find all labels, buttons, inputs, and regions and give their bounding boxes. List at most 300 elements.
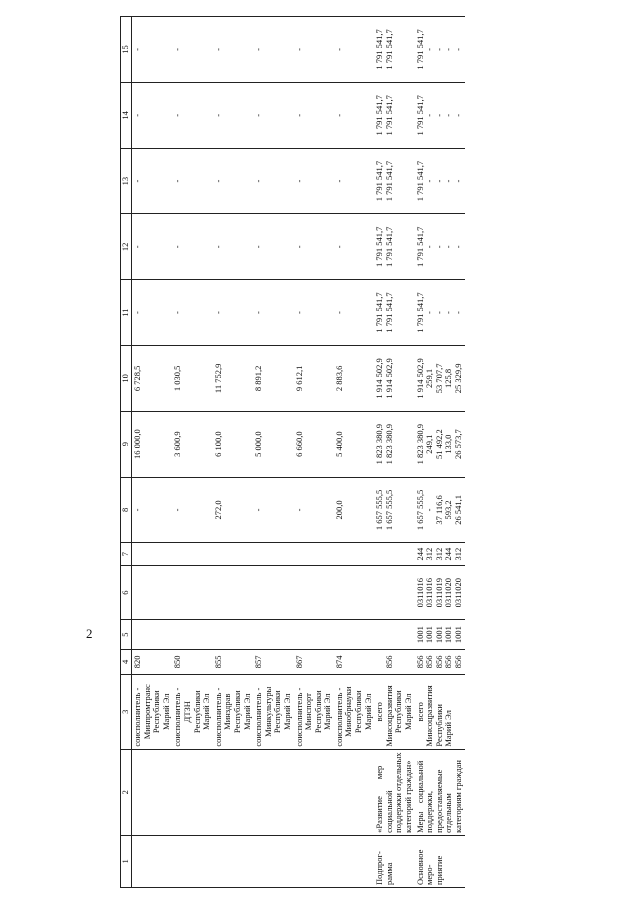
text-line: 9 612,1 [293,365,304,392]
cell-empty [294,835,334,887]
text-line: поддержки, [424,790,435,833]
coexecutor-row [132,17,173,888]
col-header: 6 [121,565,132,619]
cell-empty [334,749,374,835]
text-line: 244 [443,547,454,561]
coexecutor-org-line: Республики [353,690,364,734]
text-line: приятие [433,855,444,885]
col-header: 3 [121,674,132,749]
text-line: - [333,245,344,249]
cell-c9 [374,411,414,477]
cell-c15 [213,17,253,83]
cell-c7 [415,543,465,566]
text-line: 1 914 502,9 [414,358,425,399]
subprogram-name [374,749,414,835]
text-line: предоставляемые [433,769,444,833]
main-event-row [415,17,465,888]
cell-c9 [172,411,212,477]
text-line: - [443,113,454,117]
cell-empty [294,620,334,649]
text-line: - [293,179,304,183]
text-line: - [172,48,183,51]
budget-table [120,16,465,888]
cell-c14 [172,82,212,148]
text-line: - [443,245,454,249]
col-header: 1 [121,835,132,887]
text-line: 856 [453,655,463,669]
text-line: 867 [293,655,304,669]
text-line: 820 [132,655,142,669]
text-line: 312 [424,547,435,561]
cell-empty [374,543,414,566]
cell-c13 [294,148,334,214]
col-header: 15 [121,17,132,83]
coexecutor-row [294,17,334,888]
cell-c11 [213,280,253,346]
coexecutor-cell [132,674,173,749]
text-line: - [424,48,435,51]
text-line: - [253,179,264,183]
text-line: - [433,113,444,117]
text-line: - [132,113,142,117]
cell-empty [213,543,253,566]
text-line: 1 657 555,5 [374,489,385,531]
cell-c15 [374,17,414,83]
text-line: - [253,508,264,512]
cell-empty [253,749,293,835]
coexecutor-org-line: Минздрав [222,693,233,730]
cell-empty [253,543,293,566]
text-line: 850 [172,655,183,669]
cell-empty [294,565,334,619]
text-line: 272,0 [212,500,223,520]
cell-c13 [415,148,465,214]
cell-c10 [374,345,414,411]
coexecutor-org-line: Минспорт [303,693,314,731]
cell-c14 [253,82,293,148]
text-line: 26 541,1 [453,495,463,525]
cell-c4 [294,649,334,674]
cell-c12 [374,214,414,280]
text-line: - [172,508,183,512]
text-line: 133,0 [443,434,454,454]
cell-c8 [132,477,173,543]
cell-c8 [374,477,414,543]
coexecutor-org-line: Минпромтранс [141,684,152,740]
cell-c15 [172,17,212,83]
text-line: 593,2 [443,500,454,520]
cell-empty [172,749,212,835]
cell-c15 [132,17,173,83]
text-line: - [132,508,142,512]
cell-empty [132,835,173,887]
cell-c14 [294,82,334,148]
text-line: поддержки отдельных [393,752,404,833]
text-line: - [253,311,264,315]
text-line: 856 [424,655,435,669]
cell-c13 [334,148,374,214]
cell-empty [253,565,293,619]
text-line: 249,1 [424,434,435,454]
text-line: - [453,245,463,249]
col-header: 12 [121,214,132,280]
cell-c6 [415,565,465,619]
text-line: социальной [383,790,394,833]
text-line: 1 823 380,9 [374,423,385,465]
cell-c13 [213,148,253,214]
text-line: 856 [383,655,394,669]
coexecutor-org-line: Минкультуры [262,686,273,737]
cell-c12 [132,214,173,280]
text-line: - [253,113,264,117]
text-line: Основное [414,849,425,885]
subprogram-executor [374,674,414,749]
coexecutor-cell [172,674,212,749]
coexecutor-role: соисполнитель - [172,687,183,747]
text-line: всего [414,702,425,722]
text-line: - [212,113,223,117]
text-line: - [172,245,183,249]
col-header: 2 [121,749,132,835]
coexecutor-role: соисполнитель - [132,687,142,747]
text-line: 1001 [443,626,454,644]
text-line: - [333,113,344,117]
coexecutor-role: соисполнитель - [293,687,304,747]
cell-c11 [294,280,334,346]
main-event-name [415,749,465,835]
cell-c10 [294,345,334,411]
coexecutor-org-line: Республики [312,690,323,734]
cell-empty [172,565,212,619]
text-line: - [453,311,463,315]
main-event-executor [415,674,465,749]
cell-c8 [253,477,293,543]
text-line: 856 [433,655,444,669]
text-line: 1 657 555,5 [383,489,394,531]
text-line: 244 [414,547,425,561]
text-line: 1 657 555,5 [414,489,425,531]
text-line: 200,0 [333,500,344,520]
cell-c9 [294,411,334,477]
text-line: - [443,179,454,183]
cell-empty [213,565,253,619]
cell-c13 [132,148,173,214]
text-line: 857 [253,655,264,669]
cell-c15 [415,17,465,83]
cell-c8 [415,477,465,543]
cell-c9 [132,411,173,477]
cell-c15 [253,17,293,83]
text-line: - [212,311,223,315]
page-number: 2 [86,626,93,641]
text-line: Минсоцразвития [424,685,435,747]
text-line: 1 791 541,7 [414,95,425,136]
text-line: рамма [383,862,394,885]
text-line: 1 791 541,7 [374,29,385,70]
cell-c4 [374,649,414,674]
text-line: 0311019 [433,577,444,608]
text-line: 5 400,0 [333,431,344,457]
cell-empty [213,620,253,649]
text-line: категорий граждан» [403,760,414,833]
col-header: 14 [121,82,132,148]
text-line: 856 [443,655,454,669]
coexecutor-org-line: Марий Эл [201,693,212,731]
text-line: - [333,179,344,183]
cell-c4 [334,649,374,674]
text-line: 26 573,7 [453,429,463,460]
cell-c14 [213,82,253,148]
text-line: Республики [433,704,444,747]
text-line: - [132,311,142,315]
text-line: - [453,48,463,51]
cell-c15 [334,17,374,83]
cell-c10 [172,345,212,411]
text-line: 6 660,0 [293,431,304,457]
coexecutor-org-line: Республики [191,690,202,734]
text-line: - [333,48,344,51]
text-line: - [424,311,435,315]
cell-empty [334,543,374,566]
text-line: 0311016 [424,577,435,608]
cell-c9 [415,411,465,477]
cell-empty [334,565,374,619]
coexecutor-cell [213,674,253,749]
text-line: - [132,245,142,249]
text-line: - [433,311,444,315]
text-line: 1 791 541,7 [414,160,425,202]
text-line: - [433,245,444,249]
cell-c15 [294,17,334,83]
text-line: - [424,179,435,183]
text-line: - [424,113,435,117]
text-line: Республики [393,690,404,734]
col-header: 9 [121,411,132,477]
cell-empty [213,835,253,887]
cell-c4 [132,649,173,674]
text-line: - [333,311,344,315]
cell-c4 [415,649,465,674]
text-line: - [132,179,142,183]
text-line: 37 116,6 [433,495,444,525]
text-line: 1 914 502,9 [374,358,385,399]
text-line: - [212,179,223,183]
text-line: 51 492,2 [433,429,444,460]
text-line: меро- [424,864,435,885]
column-number-row [121,17,132,888]
coexecutor-cell [334,674,374,749]
text-line: - [172,113,183,117]
coexecutor-org-line: Республики [151,690,162,734]
text-line: 1001 [433,626,444,644]
text-line: 856 [414,655,425,669]
coexecutor-org-line: Республики [272,690,283,734]
col-header: 7 [121,543,132,566]
text-line: 1 791 541,7 [374,226,385,268]
text-line: 16 000,0 [132,429,142,460]
cell-empty [253,835,293,887]
text-line: 1001 [414,626,425,644]
text-line: - [433,179,444,183]
coexecutor-org-line: ДТЗН [181,701,192,723]
text-line: 0311020 [453,577,463,608]
cell-c14 [334,82,374,148]
cell-c11 [132,280,173,346]
col-header: 10 [121,345,132,411]
cell-empty [334,835,374,887]
col-header: 13 [121,148,132,214]
text-line: 1001 [424,626,435,644]
cell-c8 [213,477,253,543]
text-line: 312 [453,547,463,561]
text-line: 3 600,9 [172,431,183,457]
text-line: 11 752,9 [212,363,223,394]
text-line: - [212,245,223,249]
text-line: - [453,113,463,117]
text-line: 2 883,6 [333,365,344,392]
coexecutor-cell [294,674,334,749]
coexecutor-org-line: Марий Эл [160,693,171,731]
cell-empty [334,620,374,649]
text-line: 125,8 [443,368,454,388]
cell-empty [132,749,173,835]
text-line: 5 000,0 [253,431,264,457]
text-line: - [253,48,264,51]
cell-empty [213,749,253,835]
text-line: - [424,245,435,249]
cell-empty [132,620,173,649]
text-line: 855 [212,655,223,669]
text-line: 1 791 541,7 [414,292,425,333]
text-line: 6 728,5 [132,365,142,392]
cell-empty [132,543,173,566]
cell-c13 [253,148,293,214]
cell-c14 [132,82,173,148]
cell-c11 [415,280,465,346]
subprogram-row [374,17,414,888]
text-line: - [132,48,142,51]
text-line: 1 823 380,9 [414,423,425,465]
text-line: 1 791 541,7 [414,29,425,70]
text-line: 1 791 541,7 [374,95,385,136]
cell-empty [172,543,212,566]
cell-c5 [415,620,465,649]
cell-c10 [334,345,374,411]
cell-c4 [253,649,293,674]
cell-empty [374,565,414,619]
cell-c9 [213,411,253,477]
cell-c11 [334,280,374,346]
text-line: Минсоцразвития [383,685,394,747]
coexecutor-org-line: Минобрнауки [343,686,354,737]
cell-c12 [415,214,465,280]
table-header [121,17,132,888]
cell-c8 [334,477,374,543]
text-line: 6 100,0 [212,431,223,457]
cell-c12 [172,214,212,280]
cell-c4 [172,649,212,674]
text-line: 1 914 502,9 [383,358,394,399]
text-line: 312 [433,547,444,561]
cell-c10 [253,345,293,411]
coexecutor-org-line: Марий Эл [241,693,252,731]
cell-c11 [172,280,212,346]
coexecutor-org-line: Марий Эл [281,693,292,731]
text-line: 1 791 541,7 [383,292,394,333]
cell-c10 [132,345,173,411]
cell-c14 [415,82,465,148]
text-line: «Развитие мер [374,765,385,833]
col-header: 5 [121,620,132,649]
text-line: 8 891,2 [253,365,264,392]
coexecutor-org-line: Республики [231,690,242,734]
cell-c11 [253,280,293,346]
cell-c4 [213,649,253,674]
cell-empty [253,620,293,649]
text-line: - [293,508,304,512]
text-line: 53 707,7 [433,363,444,394]
text-line: 25 329,9 [453,363,463,394]
cell-c10 [415,345,465,411]
text-line: всего [374,702,385,722]
text-line: Марий Эл [403,693,414,731]
col-header: 11 [121,280,132,346]
text-line: - [293,245,304,249]
cell-c12 [253,214,293,280]
text-line: 1 791 541,7 [414,226,425,268]
text-line: - [212,48,223,51]
coexecutor-row [253,17,293,888]
text-line: категориям граждан [453,760,463,833]
cell-c9 [253,411,293,477]
text-line: отдельным [443,793,454,833]
text-line: - [443,311,454,315]
coexecutor-cell [253,674,293,749]
text-line: 259,1 [424,368,435,388]
coexecutor-org-line: Марий Эл [322,693,333,731]
text-line: 1 791 541,7 [383,160,394,202]
cell-empty [172,620,212,649]
coexecutor-row [172,17,212,888]
text-line: - [172,179,183,183]
main-event-type [415,835,465,887]
cell-empty [294,543,334,566]
cell-c13 [374,148,414,214]
text-line: - [433,48,444,51]
cell-c12 [294,214,334,280]
text-line: 874 [333,655,344,669]
text-line: - [293,311,304,315]
cell-c12 [213,214,253,280]
text-line: 1 791 541,7 [374,160,385,202]
cell-c11 [374,280,414,346]
cell-c13 [172,148,212,214]
cell-c8 [294,477,334,543]
col-header: 4 [121,649,132,674]
cell-c12 [334,214,374,280]
subprogram-type [374,835,414,887]
cell-c14 [374,82,414,148]
text-line: 1 791 541,7 [374,292,385,333]
text-line: 1001 [453,626,463,644]
text-line: - [443,48,454,51]
coexecutor-role: соисполнитель - [333,687,344,747]
coexecutor-row [213,17,253,888]
cell-c9 [334,411,374,477]
rotated-table-wrapper [120,16,532,888]
cell-empty [294,749,334,835]
coexecutor-row [334,17,374,888]
